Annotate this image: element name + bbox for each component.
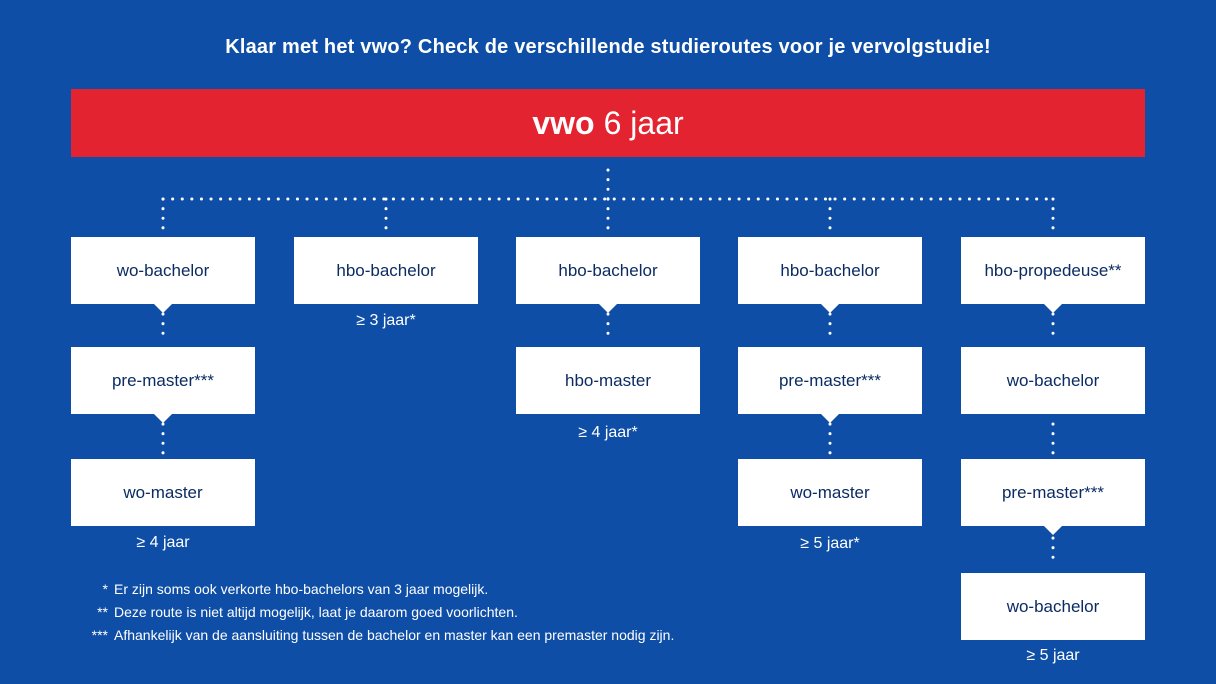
route1-step3: wo-master — [71, 459, 255, 526]
route2-duration: ≥ 3 jaar* — [356, 312, 416, 329]
route1-step1: wo-bachelor — [71, 237, 255, 304]
route4-step3: wo-master — [738, 459, 922, 526]
page-title: Klaar met het vwo? Check de verschillende studieroutes voor je vervolgstudie! — [225, 36, 991, 58]
footnotes — [84, 578, 674, 647]
footnote-mark: ** — [97, 604, 108, 620]
route3-step1: hbo-bachelor — [516, 237, 700, 304]
footnote-text: Deze route is niet altijd mogelijk, laat je daarom goed voorlichten. — [114, 604, 518, 620]
route3-duration: ≥ 4 jaar* — [578, 424, 638, 441]
route5-step2: wo-bachelor — [961, 347, 1145, 414]
footnote-mark: * — [102, 581, 108, 597]
route4-step2: pre-master*** — [738, 347, 922, 414]
route5-step4: wo-bachelor — [961, 573, 1145, 640]
route5-duration: ≥ 5 jaar — [1026, 647, 1080, 664]
footnote-3 — [84, 624, 674, 647]
footnote-2 — [84, 601, 674, 624]
route4-duration: ≥ 5 jaar* — [800, 535, 860, 552]
route1-step2: pre-master*** — [71, 347, 255, 414]
banner-duration: 6 jaar — [603, 104, 684, 141]
route5-step3: pre-master*** — [961, 459, 1145, 526]
route4-step1: hbo-bachelor — [738, 237, 922, 304]
route5-step1: hbo-propedeuse** — [961, 237, 1145, 304]
banner-level: vwo — [532, 104, 595, 141]
footnote-text: Afhankelijk van de aansluiting tussen de bachelor en master kan een premaster nodig zijn. — [114, 627, 675, 643]
route2-step1: hbo-bachelor — [294, 237, 478, 304]
route3-step2: hbo-master — [516, 347, 700, 414]
route1-duration: ≥ 4 jaar — [136, 534, 190, 551]
footnote-mark: *** — [91, 627, 108, 643]
footnote-1 — [84, 578, 674, 601]
footnote-text: Er zijn soms ook verkorte hbo-bachelors van 3 jaar mogelijk. — [114, 581, 489, 597]
